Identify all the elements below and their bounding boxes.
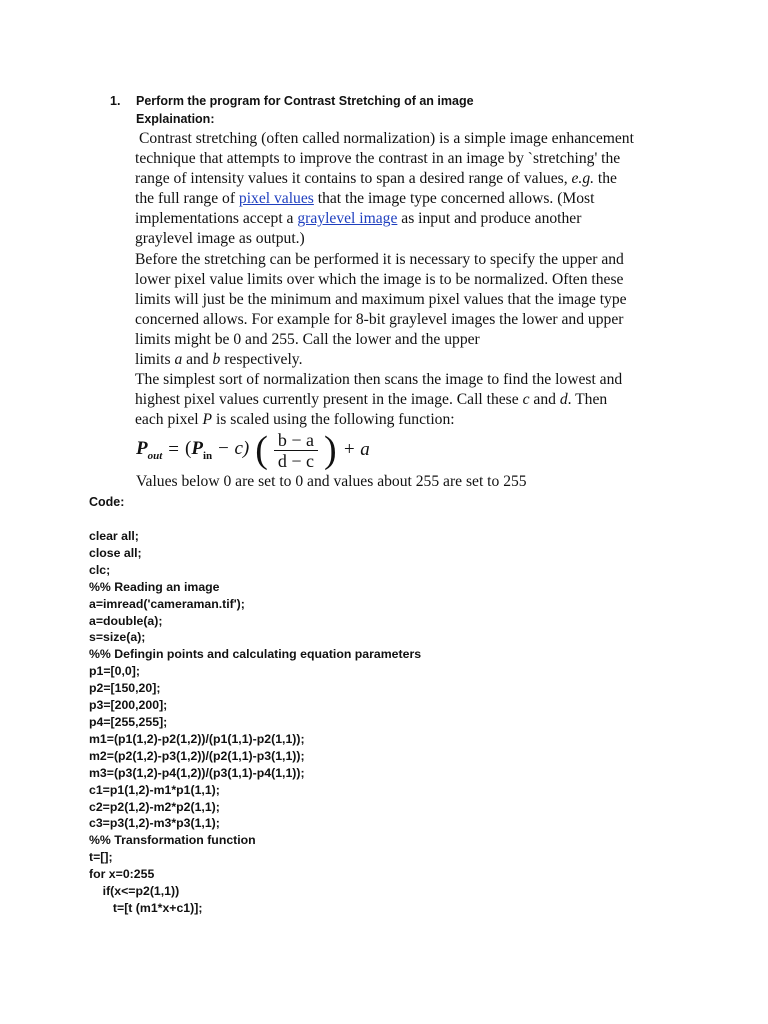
code-line: clc; <box>89 562 111 577</box>
text-span: each pixel <box>135 411 203 429</box>
heading-number: 1. <box>110 94 121 108</box>
variable-d: d <box>559 391 568 409</box>
formula-pin-symbol: P <box>191 438 203 460</box>
code-listing <box>89 528 421 917</box>
text-span: implementations accept a <box>135 210 298 228</box>
code-label: Code: <box>89 495 125 509</box>
paragraph-1-line-5 <box>135 209 695 229</box>
paragraph-1-line-1: Contrast stretching (often called normalization) is a simple image enhancement <box>139 130 634 147</box>
text-span: range of intensity values it contains to span a desired range of values, <box>135 170 572 188</box>
formula-fraction <box>274 430 318 471</box>
text-span: is scaled using the following function: <box>212 411 455 429</box>
code-line: close all; <box>89 545 142 560</box>
emphasis-eg: e.g. <box>571 170 595 188</box>
heading-title: Perform the program for Contrast Stretching of an image <box>136 94 474 108</box>
pixel-values-link[interactable]: pixel values <box>238 190 314 208</box>
code-line: t=[t (m1*x+c1)]; <box>89 900 203 915</box>
paragraph-1-line-2: technique that attempts to improve the contrast in an image by `stretching' the <box>135 150 621 168</box>
code-line: p4=[255,255]; <box>89 714 168 729</box>
formula-lhs-sub: out <box>147 449 163 462</box>
code-line: t=[]; <box>89 850 113 865</box>
code-line: m1=(p1(1,2)-p2(1,2))/(p1(1,1)-p2(1,1)); <box>89 731 305 746</box>
code-line: c3=p3(1,2)-m3*p3(1,1); <box>89 816 220 831</box>
paragraph-2-line-4: concerned allows. For example for 8-bit graylevel images the lower and upper <box>135 310 624 328</box>
text-span: and <box>529 391 560 409</box>
clipping-note: Values below 0 are set to 0 and values about 255 are set to 255 <box>136 473 527 490</box>
text-span: that the image type concerned allows. (Most <box>313 190 595 208</box>
formula-term <box>185 438 249 462</box>
code-line: if(x<=p2(1,1)) <box>89 884 180 899</box>
code-line: %% Reading an image <box>89 579 220 594</box>
text-span: respectively. <box>220 351 303 369</box>
text-span: and <box>182 351 213 369</box>
code-line: c1=p1(1,2)-m1*p1(1,1); <box>89 782 220 797</box>
code-line: m2=(p2(1,2)-p3(1,2))/(p2(1,1)-p3(1,1)); <box>89 748 305 763</box>
paragraph-1-line-6: graylevel image as output.) <box>135 230 305 248</box>
code-line: a=imread('cameraman.tif'); <box>89 596 245 611</box>
code-line: c2=p2(1,2)-m2*p2(1,1); <box>89 799 220 814</box>
paragraph-1-line-3 <box>135 169 695 189</box>
paragraph-2-line-5: limits might be 0 and 255. Call the lower and the upper <box>135 330 480 348</box>
formula-minus-c: − c) <box>212 438 250 460</box>
text-span: the <box>594 170 617 188</box>
code-line: p2=[150,20]; <box>89 681 161 696</box>
paragraph-1-line-4 <box>135 189 695 209</box>
code-line: s=size(a); <box>89 630 146 645</box>
normalization-formula <box>136 428 370 472</box>
code-line: %% Defingin points and calculating equation parameters <box>89 647 422 662</box>
variable-p: P <box>202 411 213 429</box>
code-line: for x=0:255 <box>89 867 155 882</box>
explanation-label: Explaination: <box>136 112 215 126</box>
explanation-body <box>135 129 695 430</box>
paragraph-2-line-1: Before the stretching can be performed it is necessary to specify the upper and <box>135 250 624 268</box>
paragraph-3-line-2 <box>135 390 695 410</box>
formula-open-paren: ( <box>185 438 192 460</box>
text-span: as input and produce another <box>397 210 582 228</box>
text-span: . Then <box>567 391 608 409</box>
formula-lhs-symbol: P <box>136 438 148 460</box>
code-line: a=double(a); <box>89 613 163 628</box>
section-heading <box>110 94 474 108</box>
paragraph-2-line-3: limits will just be the minimum and maximum pixel values that the image type <box>135 290 627 308</box>
variable-a: a <box>174 351 183 369</box>
formula-plus-a: + a <box>342 439 370 460</box>
text-span: the full range of <box>135 190 239 208</box>
formula-pin-sub: in <box>202 449 213 462</box>
code-line: p1=[0,0]; <box>89 664 140 679</box>
code-line: p3=[200,200]; <box>89 698 168 713</box>
variable-c: c <box>522 391 530 409</box>
formula-big-close-paren: ) <box>324 429 337 471</box>
text-span: highest pixel values currently present in the image. Call these <box>135 391 523 409</box>
paragraph-2-line-6 <box>135 350 695 370</box>
formula-lhs <box>136 438 162 462</box>
text-span: limits <box>135 351 175 369</box>
code-line: m3=(p3(1,2)-p4(1,2))/(p3(1,1)-p4(1,1)); <box>89 765 305 780</box>
paragraph-3-line-1: The simplest sort of normalization then scans the image to find the lowest and <box>135 371 623 389</box>
variable-b: b <box>212 351 221 369</box>
graylevel-image-link[interactable]: graylevel image <box>297 210 398 228</box>
formula-big-open-paren: ( <box>255 429 268 471</box>
paragraph-2-line-2: lower pixel value limits over which the image is to be normalized. Often these <box>135 270 624 288</box>
formula-denominator: d − c <box>277 450 315 471</box>
code-line: clear all; <box>89 529 139 543</box>
code-line: %% Transformation function <box>89 833 256 848</box>
formula-numerator: b − a <box>274 430 318 451</box>
formula-equals: = <box>168 439 180 460</box>
